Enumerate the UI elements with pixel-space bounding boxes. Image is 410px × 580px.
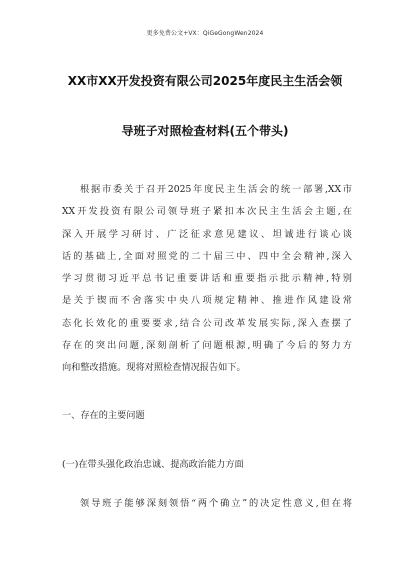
intro-line: 深入开展学习研讨、广泛征求意见建议、坦诚进行谈心谈	[62, 228, 352, 240]
header-note: 更多免费公文+VX：QiGeGongWen2024	[146, 30, 264, 37]
intro-line: 学习贯彻习近平总书记重要讲话和重要指示批示精神,特别	[62, 273, 352, 285]
intro-line: 是关于锲而不舍落实中央八项规定精神、推进作风建设常	[62, 295, 352, 307]
section-heading: 一、存在的主要问题	[62, 410, 145, 421]
document-title-line-2: 导班子对照检查材料(五个带头)	[121, 124, 289, 138]
intro-line: 根据市委关于召开2025年度民主生活会的统一部署,XX市	[80, 184, 352, 195]
document-title-line-1: XX市XX开发投资有限公司2025年度民主生活会领	[67, 74, 343, 88]
intro-line: 存在的突出问题,深刻剖析了问题根源,明确了今后的努力方	[62, 340, 352, 352]
body-paragraph	[62, 493, 352, 515]
subsection-heading: (一)在带头强化政治忠诚、提高政治能力方面	[62, 459, 244, 470]
intro-line: 向和整改措施。现将对照检查情况报告如下。	[62, 362, 246, 374]
intro-paragraph	[62, 179, 352, 380]
intro-line: XX开发投资有限公司领导班子紧扣本次民主生活会主题,在	[62, 206, 352, 218]
intro-line: 话的基础上,全面对照党的二十届三中、四中全会精神,深入	[62, 250, 352, 262]
intro-line: 态化长效化的重要要求,结合公司改革发展实际,深入查摆了	[62, 317, 352, 329]
body-line: 领导班子能够深刻领悟“两个确立”的决定性意义,但在将	[80, 498, 352, 509]
